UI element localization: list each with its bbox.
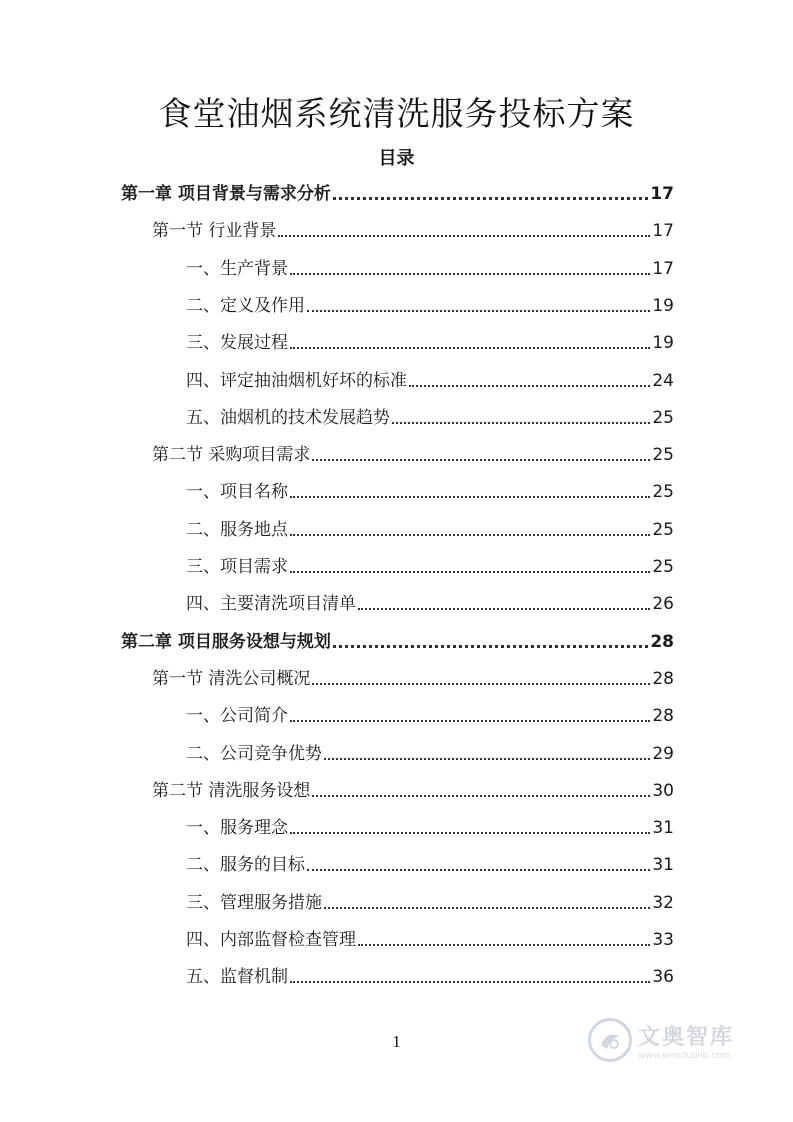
toc-entry-label: 一、生产背景 bbox=[186, 259, 288, 279]
toc-entry-label: 四、主要清洗项目清单 bbox=[186, 594, 356, 614]
toc-entry-label: 二、定义及作用 bbox=[186, 296, 305, 316]
toc-dot-leader bbox=[358, 944, 650, 946]
toc-dot-leader bbox=[358, 608, 650, 610]
toc-entry-item[interactable] bbox=[186, 366, 674, 396]
toc-dot-leader bbox=[290, 832, 650, 834]
toc-entry-page: 19 bbox=[652, 296, 674, 316]
toc-entry-label: 一、公司简介 bbox=[186, 706, 288, 726]
toc-entry-item[interactable] bbox=[186, 403, 674, 433]
toc-entry-page: 25 bbox=[652, 482, 674, 502]
toc-entry-item[interactable] bbox=[186, 925, 674, 955]
toc-entry-item[interactable] bbox=[186, 962, 674, 992]
toc-entry-page: 17 bbox=[652, 259, 674, 279]
toc-entry-page: 32 bbox=[652, 893, 674, 913]
toc-entry-item[interactable] bbox=[186, 850, 674, 880]
toc-dot-leader bbox=[324, 758, 650, 760]
toc-entry-label: 一、服务理念 bbox=[186, 818, 288, 838]
toc-entry-section[interactable] bbox=[152, 216, 674, 246]
toc-entry-page: 25 bbox=[652, 557, 674, 577]
toc-entry-page: 29 bbox=[652, 744, 674, 764]
toc-entry-page: 28 bbox=[650, 632, 674, 652]
toc-entry-item[interactable] bbox=[186, 701, 674, 731]
toc-dot-leader bbox=[333, 645, 648, 648]
watermark bbox=[588, 1018, 734, 1062]
wenao-logo-icon bbox=[588, 1018, 632, 1062]
watermark-text: 文奥智库 bbox=[638, 1024, 735, 1050]
toc-entry-label: 第二节 清洗服务设想 bbox=[152, 781, 311, 801]
toc-entry-label: 二、公司竞争优势 bbox=[186, 744, 322, 764]
toc-entry-item[interactable] bbox=[186, 515, 674, 545]
toc-entry-label: 二、服务的目标 bbox=[186, 855, 305, 875]
toc-entry-page: 26 bbox=[652, 594, 674, 614]
toc-entry-label: 一、项目名称 bbox=[186, 482, 288, 502]
toc-dot-leader bbox=[312, 795, 650, 797]
toc-entry-page: 19 bbox=[652, 333, 674, 353]
toc-dot-leader bbox=[290, 273, 650, 275]
toc-entry-label: 四、内部监督检查管理 bbox=[186, 930, 356, 950]
toc-entry-page: 31 bbox=[652, 855, 674, 875]
toc-dot-leader bbox=[409, 385, 650, 387]
toc-entry-page: 28 bbox=[652, 669, 674, 689]
toc-entry-label: 四、评定抽油烟机好坏的标准 bbox=[186, 371, 407, 391]
toc-entry-item[interactable] bbox=[186, 328, 674, 358]
toc-entry-page: 28 bbox=[652, 706, 674, 726]
watermark-subtext: www.wenduolib.com bbox=[638, 1050, 731, 1061]
toc-dot-leader bbox=[307, 869, 650, 871]
toc-dot-leader bbox=[290, 534, 650, 536]
toc-entry-label: 三、项目需求 bbox=[186, 557, 288, 577]
toc-entry-label: 五、油烟机的技术发展趋势 bbox=[186, 408, 390, 428]
toc-entry-label: 第一章 项目背景与需求分析 bbox=[121, 184, 331, 204]
toc-dot-leader bbox=[278, 235, 650, 237]
toc-entry-item[interactable] bbox=[186, 254, 674, 284]
toc-entry-item[interactable] bbox=[186, 813, 674, 843]
toc-dot-leader bbox=[290, 347, 650, 349]
toc-entry-label: 第二章 项目服务设想与规划 bbox=[121, 632, 331, 652]
toc-entry-item[interactable] bbox=[186, 739, 674, 769]
toc-entry-item[interactable] bbox=[186, 589, 674, 619]
toc-entry-label: 第一节 行业背景 bbox=[152, 221, 277, 241]
toc-entry-section[interactable] bbox=[152, 776, 674, 806]
toc-dot-leader bbox=[290, 981, 650, 983]
document-title: 食堂油烟系统清洗服务投标方案 bbox=[158, 94, 635, 133]
toc-heading: 目录 bbox=[378, 148, 415, 169]
toc-dot-leader bbox=[290, 720, 650, 722]
toc-entry-item[interactable] bbox=[186, 477, 674, 507]
toc-entry-chapter[interactable] bbox=[121, 627, 674, 657]
toc-dot-leader bbox=[290, 571, 650, 573]
toc-entry-page: 24 bbox=[652, 371, 674, 391]
toc-entry-section[interactable] bbox=[152, 664, 674, 694]
toc-dot-leader bbox=[290, 496, 650, 498]
toc-entry-page: 31 bbox=[652, 818, 674, 838]
toc-entry-label: 五、监督机制 bbox=[186, 967, 288, 987]
toc-entry-label: 三、管理服务措施 bbox=[186, 893, 322, 913]
toc-dot-leader bbox=[312, 459, 650, 461]
toc-entry-page: 17 bbox=[650, 184, 674, 204]
toc-entry-page: 25 bbox=[652, 408, 674, 428]
toc-entry-page: 36 bbox=[652, 967, 674, 987]
toc-entry-item[interactable] bbox=[186, 552, 674, 582]
toc-dot-leader bbox=[392, 422, 650, 424]
toc-dot-leader bbox=[333, 197, 648, 200]
toc-entry-item[interactable] bbox=[186, 888, 674, 918]
toc-dot-leader bbox=[307, 310, 650, 312]
toc-entry-label: 第二节 采购项目需求 bbox=[152, 445, 311, 465]
toc-dot-leader bbox=[324, 907, 650, 909]
toc-entry-page: 17 bbox=[652, 221, 674, 241]
toc-dot-leader bbox=[312, 683, 650, 685]
toc-entry-label: 三、发展过程 bbox=[186, 333, 288, 353]
toc-entry-page: 25 bbox=[652, 445, 674, 465]
toc-entry-page: 30 bbox=[652, 781, 674, 801]
toc-entry-page: 25 bbox=[652, 520, 674, 540]
toc-entry-chapter[interactable] bbox=[121, 179, 674, 209]
toc-entry-label: 二、服务地点 bbox=[186, 520, 288, 540]
toc-entry-label: 第一节 清洗公司概况 bbox=[152, 669, 311, 689]
toc-entry-item[interactable] bbox=[186, 291, 674, 321]
toc-entry-page: 33 bbox=[652, 930, 674, 950]
page-number: 1 bbox=[392, 1032, 401, 1051]
toc-entry-section[interactable] bbox=[152, 440, 674, 470]
